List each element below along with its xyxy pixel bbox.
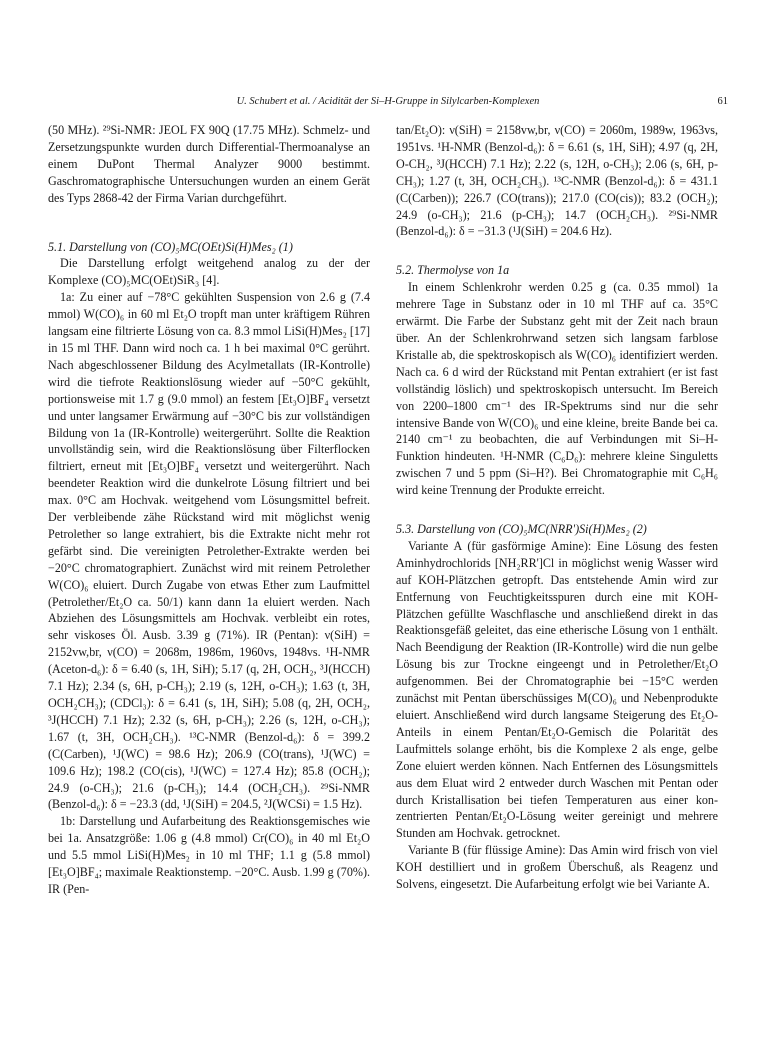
paragraph-variante-a: Variante A (für gasförmige Amine): Eine Lösung des festen Aminhydrochlorids [NH₂RR']Cl in möglichst wenig Wasser wird auf KOH-Plätzchen getropft. Das entstehende Amin wird zur Entfernung von Feuchtigkeitsspuren durch eine mit KOH-Plätzchen gefüllte Waschflasche und anschließend direkt in das Reaktionsgefäß geleitet, das eine etherische Lösung von 1 enthält. Nach Beendigung der Reaktion (IR-Kontrolle) wird die nun gelbe Lösung bis zur Trockne eingeengt und in Petrolether/Et₂O aufgenommen. Bei der Chromatographie bei −15°C werden zunächst mit Pentan überschüssiges M(CO)₆ und Nebenprodukte eluiert. Anschließend wird durch langsame Steigerung des Et₂O-Anteils in einem Pentan/Et₂O-Gemisch die Polarität des Laufmittels solange erhöht, bis die Komplexe 2 als enge, gelbe Zone eluiert werden können. Nach Entfernen des Lösungsmittels aus dem Eluat wird 2 entweder durch Waschen mit Pentan oder durch Kristallisation bei tiefen Temperaturen aus einer konzentrierten Pentan/Et₂O-Lösung weiter gereinigt und mehrere Stunden am Hochvak. getrocknet. bbox=[396, 538, 718, 841]
right-column bbox=[396, 122, 718, 893]
page-number: 61 bbox=[717, 96, 728, 107]
section-heading-5-1: 5.1. Darstellung von (CO)₅MC(OEt)Si(H)Mes₂ (1) bbox=[48, 239, 293, 254]
paragraph-variante-b: Variante B (für flüssige Amine): Das Amin wird frisch von viel KOH destilliert und in großem Überschuß, als Reagenz und Solvens, eingesetzt. Die Aufarbeitung erfolgt wie bei Variante A. bbox=[396, 843, 718, 892]
left-column bbox=[48, 122, 370, 898]
paragraph-instruments: (50 MHz). ²⁹Si-NMR: JEOL FX 90Q (17.75 MHz). Schmelz- und Zersetzungspunkte wurden durch Differential-Thermoanalyse an einem DuPont Thermal Analyzer 9000 bestimmt. Gaschromatographische Untersuchungen wurden an einem Gerät des Typs 2868-42 der Firma Varian durchgeführt. bbox=[48, 123, 370, 205]
section-heading-5-2: 5.2. Thermolyse von 1a bbox=[396, 263, 510, 278]
running-header bbox=[48, 96, 728, 112]
running-title: U. Schubert et al. / Acidität der Si–H-Gruppe in Silylcarben-Komplexen bbox=[236, 96, 540, 107]
paragraph-thermolysis: In einem Schlenkrohr werden 0.25 g (ca. 0.35 mmol) 1a mehrere Tage in Substanz oder in 10 ml THF auf ca. 35°C erwärmt. Die Farbe der Substanz geht mit der Zeit nach braun über. An der Schlenkrohrwand setzen sich langsam farblose Kristalle ab, die spektroskopisch als W(CO)₆ identifiziert werden. Nach ca. 6 d wird der Rückstand mit Pentan extrahiert (er ist fast vollständig löslich) und spektroskopisch untersucht. Im Bereich von 2200–1800 cm⁻¹ des IR-Spektrums sind nur die sehr intensive Bande von W(CO)₆ und eine kleine, breite Bande bei ca. 2140 cm⁻¹ zu beobachten, die auf Verbindungen mit Si–H-Funktion hindeuten. ¹H-NMR (C₆D₆): mehrere kleine Singuletts zwischen 7 und 5 ppm (Si–H?). Bei Chromatographie mit C₆H₆ wird keine Trennung der Produkte erreicht. bbox=[396, 280, 718, 498]
paragraph-1a: 1a: Zu einer auf −78°C gekühlten Suspension von 2.6 g (7.4 mmol) W(CO)₆ in 60 ml Et₂O tropft man unter kräftigem Rühren langsam eine filtrierte Lösung von ca. 8.3 mmol LiSi(H)Mes₂ [17] in 15 ml THF. Dann wird noch ca. 1 h bei maximal 0°C gerührt. Nach abgeschlossener Bildung des Acylmetallats (IR-Kontrolle) wird die tiefrote Reaktionslösung wieder auf −50°C gekühlt, portionsweise mit 1.7 g (9.0 mmol) an festem [Et₃O]BF₄ versetzt und unter langsamer Erwärmung auf −30°C bis zur vollständigen Bildung von 1a (IR-Kontrolle) weitergerührt. Sollte die Reaktion unvollständig sein, wird die Reaktionslösung über Filterflocken filtriert, erneut mit [Et₃O]BF₄ versetzt und weitergerührt. Nach beendeter Reaktion wird die dunkelrote Lösung filtriert und bei max. 0°C am Hochvak. weitgehend vom Lösungsmittel befreit. Der verbleibende zähe Rückstand wird mit möglichst wenig Petrolether so lange extrahiert, bis die Extrakte nicht mehr rot gefärbt sind. Die vereinigten Petrolether-Extrakte werden bei −20°C chromatographiert. Zunächst wird mit reinem Petrolether W(CO)₆ eluiert. Durch Zugabe von etwas Ether zum Laufmittel (Petrolether/Et₂O ca. 50/1) kann dann 1a eluiert werden. Nach Abziehen des Lösungsmittels am Hochvak. verbleibt ein rotes, sehr viskoses Öl. Ausb. 3.39 g (71%). IR (Pentan): ν(SiH) = 2152vw,br, ν(CO) = 2068m, 1986m, 1960vs, 1948vs. ¹H-NMR (Aceton-d₆): δ = 6.40 (s, 1H, SiH); 5.17 (q, 2H, OCH₂, ³J(HCCH) 7.1 Hz); 2.34 (s, 6H, p-CH₃); 2.19 (s, 12H, o-CH₃); 1.63 (t, 3H, OCH₂CH₃); (CDCl₃): δ = 6.41 (s, 1H, SiH); 5.08 (q, 2H, OCH₂, ³J(HCCH) 7.1 Hz); 2.32 (s, 6H, p-CH₃); 2.26 (s, 12H, o-CH₃); 1.67 (t, 3H, OCH₂CH₃). ¹³C-NMR (Benzol-d₆): δ = 399.2 (C(Carben), ¹J(WC) = 98.6 Hz); 206.9 (CO(trans), ¹J(WC) = 109.6 Hz); 198.2 (CO(cis), ¹J(WC) = 127.4 Hz); 85.8 (OCH₂); 24.9 (o-CH₃); 21.6 (p-CH₃); 14.4 (OCH₂CH₃). ²⁹Si-NMR (Benzol-d₆): δ = −23.3 (dd, ¹J(SiH) = 204.5, ²J(WCSi) = 1.5 Hz). bbox=[48, 290, 370, 812]
paragraph-1b: 1b: Darstellung und Aufarbeitung des Reaktionsgemisches wie bei 1a. Ansatzgröße: 1.06 g (4.8 mmol) Cr(CO)₆ in 40 ml Et₂O und 5.5 mmol LiSi(H)Mes₂ in 10 ml THF; 1.1 g (5.8 mmol) [Et₃O]BF₄; maximale Reaktionstemp. −20°C. Ausb. 1.99 g (70%). IR (Pen- bbox=[48, 814, 370, 896]
paragraph-1b-continued: tan/Et₂O): ν(SiH) = 2158vw,br, ν(CO) = 2060m, 1989w, 1963vs, 1951vs. ¹H-NMR (Benzol-d₆): δ = 6.61 (s, 1H, SiH); 4.97 (q, 2H, O-CH₂, ³J(HCCH) 7.1 Hz); 2.22 (s, 12H, o-CH₃); 2.06 (s, 6H, p-CH₃); 1.27 (t, 3H, OCH₂CH₃). ¹³C-NMR (Benzol-d₆): δ = 431.1 (C(Carben)); 226.7 (CO(trans)); 217.0 (CO(cis)); 83.2 (OCH₂); 24.9 (o-CH₃); 21.6 (p-CH₃); 14.7 (OCH₂CH₃). ²⁹Si-NMR (Benzol-d₆): δ = −31.3 (¹J(SiH) = 204.6 Hz). bbox=[396, 123, 718, 239]
paragraph-5-1-intro: Die Darstellung erfolgt weitgehend analog zu der der Komplexe (CO)₅MC(OEt)SiR₃ [4]. bbox=[48, 256, 370, 288]
section-heading-5-3: 5.3. Darstellung von (CO)₅MC(NRR')Si(H)Mes₂ (2) bbox=[396, 522, 647, 537]
